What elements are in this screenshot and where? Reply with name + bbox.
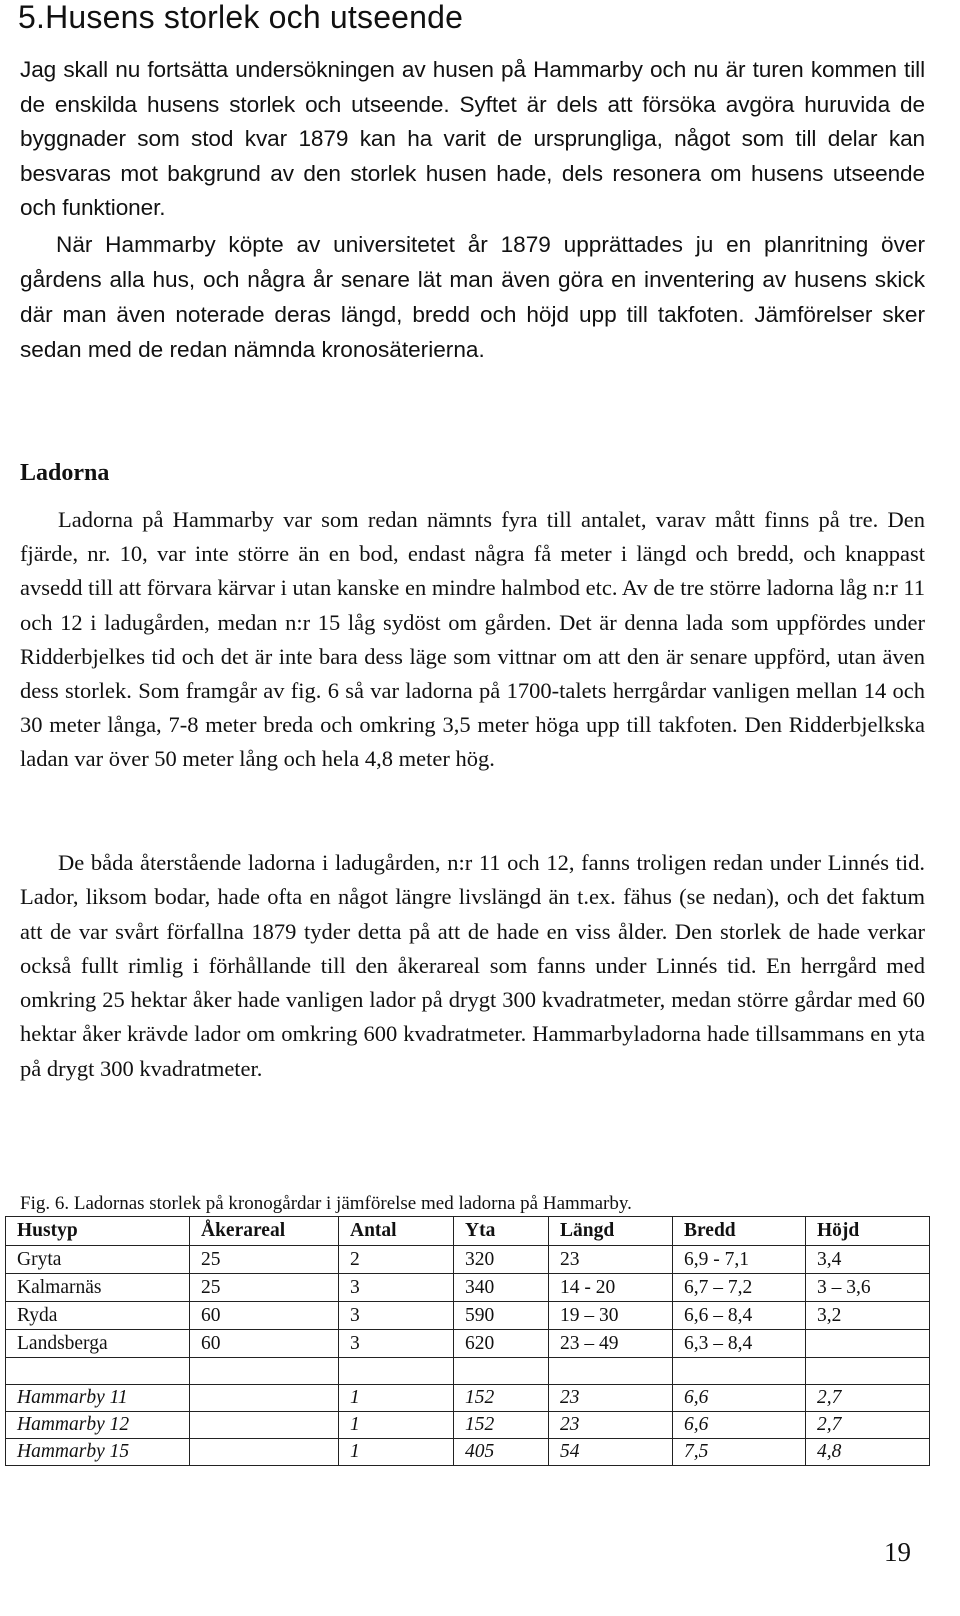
table-cell: 3 – 3,6 <box>806 1274 930 1302</box>
table-cell: 60 <box>190 1302 339 1330</box>
ladorna-paragraph-1: Ladorna på Hammarby var som redan nämnts fyra till antalet, varav mått finns på tre. Den fjärde, nr. 10, var inte större än en bod, endast några få meter i längd och bredd, och knappast avsedd till att förvara kärvar i utan kanske en mindre halmbod etc. Av de tre större ladorna låg n:r 11 och 12 i ladugården, medan n:r 15 låg sydöst om gården. Det är denna lada som uppfördes under Ridderbjelkes tid och det är inte bara dess läge som vittnar om att den är senare uppförd, utan även dess storlek. Som framgår av fig. 6 så var ladorna på 1700-talets herrgårdar vanligen mellan 14 och 30 meter långa, 7-8 meter breda och omkring 3,5 meter höga upp till takfoten. Den Ridderbjelkska ladan var över 50 meter lång och hela 4,8 meter hög. <box>20 507 925 772</box>
ladorna-paragraph-2: De båda återstående ladorna i ladugården, n:r 11 och 12, fanns troligen redan under Linnés tid. Lador, liksom bodar, hade ofta en något längre livslängd än t.ex. fähus (se nedan), och det faktum att de var svårt förfallna 1879 tyder detta på att de hade en viss ålder. Den storlek de hade verkar också fullt rimlig i förhållande till den åkerareal som fanns under Linnés tid. En herrgård med omkring 25 hektar åker hade vanligen lador på drygt 300 kvadratmeter, medan större gårdar med 60 hektar åker krävde lador om omkring 600 kvadratmeter. Hammarbyladorna hade tillsammans en yta på drygt 300 kvadratmeter. <box>20 850 925 1081</box>
table-cell: 152 <box>454 1412 549 1439</box>
table-cell: 25 <box>190 1274 339 1302</box>
table-cell: 1 <box>339 1412 454 1439</box>
table-cell: 25 <box>190 1246 339 1274</box>
table-cell: 6,6 – 8,4 <box>673 1302 806 1330</box>
table-cell: 590 <box>454 1302 549 1330</box>
section-heading: 5.Husens storlek och utseende <box>18 0 464 35</box>
table-cell: 2 <box>339 1246 454 1274</box>
table-row <box>6 1330 930 1358</box>
intro-paragraph-2: När Hammarby köpte av universitetet år 1879 upprättades ju en planritning över gårdens alla hus, och några år senare lät man även göra en inventering av husens skick där man även noterade deras längd, bredd och höjd upp till takfoten. Jämförelser sker sedan med de redan nämnda kronosäterierna. <box>20 232 925 362</box>
table-cell <box>190 1412 339 1439</box>
table-cell <box>190 1358 339 1385</box>
table-cell <box>549 1358 673 1385</box>
table-cell: 60 <box>190 1330 339 1358</box>
table-row <box>6 1439 930 1466</box>
table-cell: 23 – 49 <box>549 1330 673 1358</box>
table-spacer-row <box>6 1358 930 1385</box>
table-cell: 620 <box>454 1330 549 1358</box>
table-cell: 1 <box>339 1439 454 1466</box>
table-row <box>6 1412 930 1439</box>
table-cell: Ryda <box>6 1302 190 1330</box>
table-row <box>6 1274 930 1302</box>
table-cell <box>339 1358 454 1385</box>
table-cell: 405 <box>454 1439 549 1466</box>
table-row <box>6 1246 930 1274</box>
table-row <box>6 1385 930 1412</box>
intro-paragraph-1: Jag skall nu fortsätta undersökningen av husen på Hammarby och nu är turen kommen till de enskilda husens storlek och utseende. Syftet är dels att försöka avgöra huruvida de byggnader som stod kvar 1879 kan ha varit de ursprungliga, något som till delar kan besvaras mot bakgrund av den storlek husen hade, dels resonera om husens utseende och funktioner. <box>20 57 925 220</box>
table-cell: 23 <box>549 1385 673 1412</box>
figure-caption: Fig. 6. Ladornas storlek på kronogårdar i jämförelse med ladorna på Hammarby. <box>20 1193 632 1214</box>
table-cell: Landsberga <box>6 1330 190 1358</box>
table-cell <box>190 1439 339 1466</box>
table-cell: 54 <box>549 1439 673 1466</box>
column-header: Åkerareal <box>190 1217 339 1246</box>
table-cell: 23 <box>549 1246 673 1274</box>
table-cell: 3 <box>339 1302 454 1330</box>
table-cell: 1 <box>339 1385 454 1412</box>
table-cell: 2,7 <box>806 1385 930 1412</box>
subheading-ladorna: Ladorna <box>20 460 110 486</box>
column-header: Bredd <box>673 1217 806 1246</box>
table-cell <box>454 1358 549 1385</box>
column-header: Längd <box>549 1217 673 1246</box>
table-cell: 6,6 <box>673 1412 806 1439</box>
table-cell <box>673 1358 806 1385</box>
table-cell: 6,9 - 7,1 <box>673 1246 806 1274</box>
page-number: 19 <box>884 1537 911 1567</box>
table-header-row <box>6 1217 930 1246</box>
table-cell: Hammarby 12 <box>6 1412 190 1439</box>
table-cell: 7,5 <box>673 1439 806 1466</box>
table-cell: 4,8 <box>806 1439 930 1466</box>
table-cell <box>190 1385 339 1412</box>
table-cell: 3 <box>339 1274 454 1302</box>
column-header: Yta <box>454 1217 549 1246</box>
table-cell: 19 – 30 <box>549 1302 673 1330</box>
table-cell: 152 <box>454 1385 549 1412</box>
barn-size-table <box>5 1216 930 1466</box>
column-header: Höjd <box>806 1217 930 1246</box>
table-cell: Hammarby 11 <box>6 1385 190 1412</box>
table-cell: 3,4 <box>806 1246 930 1274</box>
table-cell: 6,7 – 7,2 <box>673 1274 806 1302</box>
table-cell: 6,6 <box>673 1385 806 1412</box>
table-cell: 3 <box>339 1330 454 1358</box>
table-cell: 23 <box>549 1412 673 1439</box>
table-cell: 3,2 <box>806 1302 930 1330</box>
table-cell <box>6 1358 190 1385</box>
table-cell: 2,7 <box>806 1412 930 1439</box>
table-cell: 320 <box>454 1246 549 1274</box>
table-cell <box>806 1358 930 1385</box>
column-header: Hustyp <box>6 1217 190 1246</box>
table-cell: Gryta <box>6 1246 190 1274</box>
column-header: Antal <box>339 1217 454 1246</box>
table-cell: 340 <box>454 1274 549 1302</box>
table-cell: Kalmarnäs <box>6 1274 190 1302</box>
table-cell: 14 - 20 <box>549 1274 673 1302</box>
table-cell: 6,3 – 8,4 <box>673 1330 806 1358</box>
table-row <box>6 1302 930 1330</box>
table-cell <box>806 1330 930 1358</box>
table-cell: Hammarby 15 <box>6 1439 190 1466</box>
